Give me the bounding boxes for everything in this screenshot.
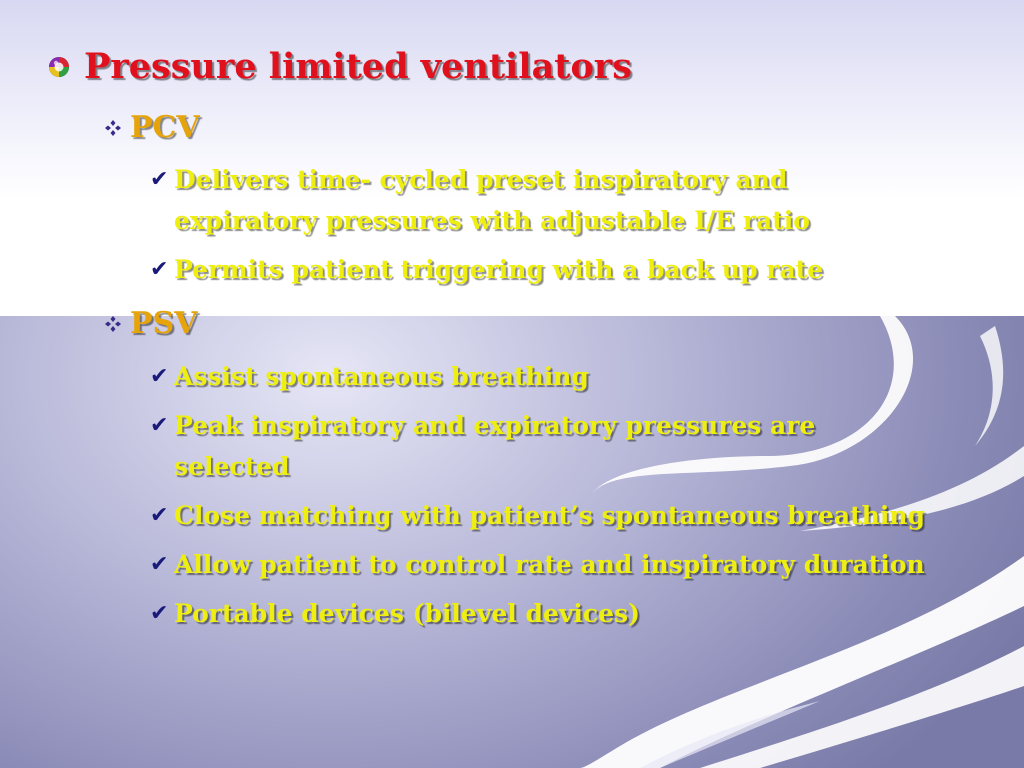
point-item xyxy=(150,356,589,397)
point-text: Portable devices (bilevel devices) xyxy=(174,599,640,628)
checkmark-bullet-icon: ✔ xyxy=(150,601,169,626)
point-text: Permits patient triggering with a back up rate xyxy=(174,255,824,284)
checkmark-bullet-icon: ✔ xyxy=(150,364,169,389)
point-text: Assist spontaneous breathing xyxy=(174,362,589,391)
point-item xyxy=(150,159,810,241)
section-label: PSV xyxy=(130,306,198,341)
point-text: Delivers time- cycled preset inspiratory and expiratory pressures with adjustable I/E ratio xyxy=(174,165,810,235)
checkmark-bullet-icon: ✔ xyxy=(150,257,169,282)
four-diamond-bullet-icon xyxy=(104,306,130,342)
checkmark-bullet-icon: ✔ xyxy=(150,167,169,192)
checkmark-bullet-icon: ✔ xyxy=(150,552,169,577)
point-item xyxy=(150,544,925,585)
checkmark-bullet-icon: ✔ xyxy=(150,503,169,528)
point-item xyxy=(150,405,815,487)
point-item xyxy=(150,249,823,290)
point-item xyxy=(150,593,640,634)
point-text: Allow patient to control rate and inspiratory duration xyxy=(174,550,925,579)
ball-bullet-icon xyxy=(48,47,84,87)
checkmark-bullet-icon: ✔ xyxy=(150,413,169,438)
section-psv xyxy=(104,306,198,342)
point-item xyxy=(150,495,925,536)
point-text: Peak inspiratory and expiratory pressures are selected xyxy=(174,411,816,481)
four-diamond-bullet-icon xyxy=(104,110,130,146)
heading-text: Pressure limited ventilators xyxy=(84,46,632,87)
section-label: PCV xyxy=(130,110,200,145)
section-pcv xyxy=(104,110,200,146)
point-text: Close matching with patient’s spontaneous breathing xyxy=(174,501,925,530)
slide-heading xyxy=(48,47,632,87)
